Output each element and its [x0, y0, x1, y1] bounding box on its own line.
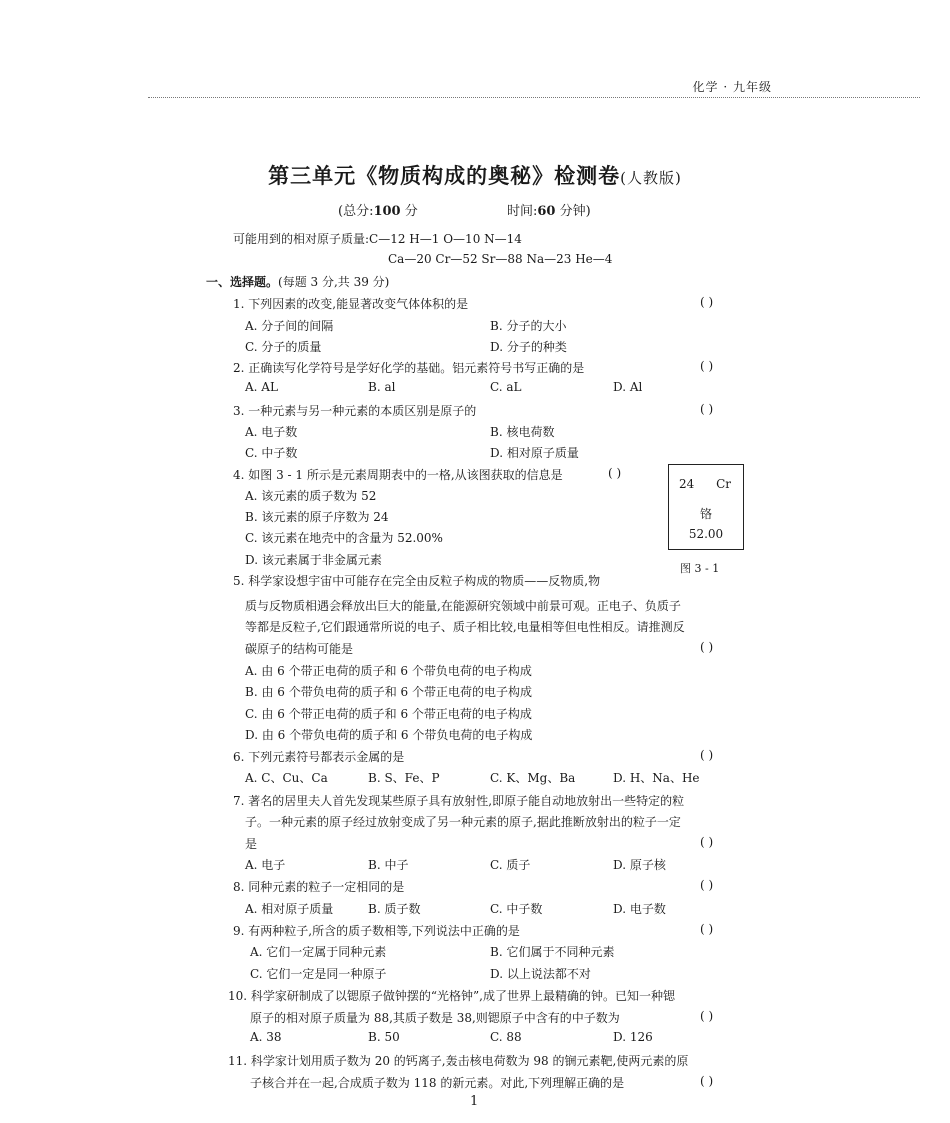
header-divider: [148, 97, 920, 98]
time-prefix: 时间:: [507, 204, 538, 219]
score-value: 100: [373, 204, 401, 219]
q3-option-a[interactable]: A. 电子数: [245, 425, 298, 439]
q2-option-b[interactable]: B. al: [368, 380, 396, 394]
element-name: 铬: [699, 507, 712, 521]
total-score: [338, 200, 418, 219]
q3-stem: 3. 一种元素与另一种元素的本质区别是原子的: [233, 404, 477, 418]
answer-blank[interactable]: ( ): [700, 748, 714, 762]
q7-stem-line-3: 是: [245, 837, 258, 851]
q11-stem-line-2: 子核合并在一起,合成质子数为 118 的新元素。对此,下列理解正确的是: [250, 1076, 625, 1090]
q3-option-b[interactable]: B. 核电荷数: [490, 425, 555, 439]
q9-stem: 9. 有两种粒子,所含的质子数相等,下列说法中正确的是: [233, 924, 520, 938]
q5-option-d[interactable]: D. 由 6 个带负电荷的质子和 6 个带负电荷的电子构成: [245, 728, 533, 742]
answer-blank[interactable]: ( ): [700, 922, 714, 936]
section-heading: [206, 273, 389, 290]
q5-option-c[interactable]: C. 由 6 个带正电荷的质子和 6 个带正电荷的电子构成: [245, 707, 532, 721]
atomic-mass-line-1: 可能用到的相对原子质量:C—12 H—1 O—10 N—14: [233, 232, 522, 246]
time-limit: [507, 200, 591, 219]
q10-stem-line-1: 10. 科学家研制成了以锶原子做钟摆的“光格钟”,成了世界上最精确的钟。已知一种锶: [228, 989, 675, 1003]
title-edition: (人教版): [620, 169, 682, 187]
q10-option-a[interactable]: A. 38: [250, 1030, 282, 1044]
q3-option-c[interactable]: C. 中子数: [245, 446, 298, 460]
q1-stem: 1. 下列因素的改变,能显著改变气体体积的是: [233, 297, 469, 311]
q7-option-b[interactable]: B. 中子: [368, 858, 409, 872]
q5-stem-line-1: 5. 科学家设想宇宙中可能存在完全由反粒子构成的物质——反物质,物: [233, 574, 601, 588]
q5-option-a[interactable]: A. 由 6 个带正电荷的质子和 6 个带负电荷的电子构成: [245, 664, 532, 678]
q3-option-d[interactable]: D. 相对原子质量: [490, 446, 579, 460]
title-main: 第三单元《物质构成的奥秘》检测卷: [268, 163, 621, 188]
q9-option-a[interactable]: A. 它们一定属于同种元素: [250, 945, 387, 959]
section-title: 一、选择题。: [206, 275, 279, 289]
header-subject-grade: 化学 · 九年级: [692, 80, 772, 94]
q8-option-d[interactable]: D. 电子数: [613, 902, 666, 916]
q5-stem-line-4: 碳原子的结构可能是: [245, 642, 354, 656]
q6-stem: 6. 下列元素符号都表示金属的是: [233, 750, 405, 764]
q8-option-b[interactable]: B. 质子数: [368, 902, 421, 916]
q2-option-a[interactable]: A. AL: [245, 380, 278, 394]
q4-option-c[interactable]: C. 该元素在地壳中的含量为 52.00%: [245, 531, 443, 545]
q1-option-c[interactable]: C. 分子的质量: [245, 340, 322, 354]
q7-stem-line-1: 7. 著名的居里夫人首先发现某些原子具有放射性,即原子能自动地放射出一些特定的粒: [233, 794, 685, 808]
figure-caption: 图 3 - 1: [680, 562, 720, 575]
q8-stem: 8. 同种元素的粒子一定相同的是: [233, 880, 405, 894]
q4-stem: 4. 如图 3 - 1 所示是元素周期表中的一格,从该图获取的信息是: [233, 468, 563, 482]
q9-option-c[interactable]: C. 它们一定是同一种原子: [250, 967, 387, 981]
q10-stem-line-2: 原子的相对原子质量为 88,其质子数是 38,则锶原子中含有的中子数为: [250, 1011, 620, 1025]
q8-option-c[interactable]: C. 中子数: [490, 902, 543, 916]
q1-option-b[interactable]: B. 分子的大小: [490, 319, 567, 333]
score-prefix: (总分:: [338, 204, 374, 219]
relative-atomic-mass: 52.00: [688, 527, 724, 541]
q5-option-b[interactable]: B. 由 6 个带负电荷的质子和 6 个带正电荷的电子构成: [245, 685, 532, 699]
q2-stem: 2. 正确读写化学符号是学好化学的基础。铝元素符号书写正确的是: [233, 361, 585, 375]
periodic-table-cell: [668, 464, 744, 550]
score-suffix: 分: [400, 204, 418, 219]
q9-option-d[interactable]: D. 以上说法都不对: [490, 967, 591, 981]
answer-blank[interactable]: ( ): [700, 359, 714, 373]
q7-stem-line-2: 子。一种元素的原子经过放射变成了另一种元素的原子,据此推断放射出的粒子一定: [245, 815, 681, 829]
answer-blank[interactable]: ( ): [700, 295, 714, 309]
q9-option-b[interactable]: B. 它们属于不同种元素: [490, 945, 615, 959]
answer-blank[interactable]: ( ): [700, 402, 714, 416]
time-value: 60: [537, 204, 556, 219]
q7-option-d[interactable]: D. 原子核: [613, 858, 666, 872]
atomic-number: 24: [679, 477, 695, 491]
answer-blank[interactable]: ( ): [700, 1074, 714, 1088]
q5-stem-line-2: 质与反物质相遇会释放出巨大的能量,在能源研究领域中前景可观。正电子、负质子: [245, 599, 681, 613]
q4-option-b[interactable]: B. 该元素的原子序数为 24: [245, 510, 389, 524]
q1-option-a[interactable]: A. 分子间的间隔: [245, 319, 334, 333]
q10-option-b[interactable]: B. 50: [368, 1030, 400, 1044]
answer-blank[interactable]: ( ): [700, 835, 714, 849]
q10-option-d[interactable]: D. 126: [613, 1030, 653, 1044]
q8-option-a[interactable]: A. 相对原子质量: [245, 902, 334, 916]
q5-stem-line-3: 等都是反粒子,它们跟通常所说的电子、质子相比较,电量相等但电性相反。请推测反: [245, 620, 685, 634]
page-number: 1: [470, 1094, 479, 1109]
time-suffix: 分钟): [555, 204, 591, 219]
page-title: [0, 160, 950, 190]
q6-option-a[interactable]: A. C、Cu、Ca: [245, 771, 328, 785]
answer-blank[interactable]: ( ): [608, 466, 622, 480]
q6-option-d[interactable]: D. H、Na、He: [613, 771, 700, 785]
answer-blank[interactable]: ( ): [700, 878, 714, 892]
q10-option-c[interactable]: C. 88: [490, 1030, 522, 1044]
section-note: (每题 3 分,共 39 分): [278, 275, 390, 289]
q4-option-d[interactable]: D. 该元素属于非金属元素: [245, 553, 382, 567]
q2-option-c[interactable]: C. aL: [490, 380, 522, 394]
q4-option-a[interactable]: A. 该元素的质子数为 52: [245, 489, 377, 503]
atomic-mass-line-2: Ca—20 Cr—52 Sr—88 Na—23 He—4: [388, 252, 613, 266]
element-symbol: Cr: [716, 477, 731, 491]
answer-blank[interactable]: ( ): [700, 1009, 714, 1023]
q6-option-b[interactable]: B. S、Fe、P: [368, 771, 440, 785]
answer-blank[interactable]: ( ): [700, 640, 714, 654]
q7-option-a[interactable]: A. 电子: [245, 858, 286, 872]
q6-option-c[interactable]: C. K、Mg、Ba: [490, 771, 576, 785]
q1-option-d[interactable]: D. 分子的种类: [490, 340, 567, 354]
q11-stem-line-1: 11. 科学家计划用质子数为 20 的钙离子,轰击核电荷数为 98 的锎元素靶,使两元素的原: [228, 1054, 689, 1068]
q2-option-d[interactable]: D. Al: [613, 380, 643, 394]
q7-option-c[interactable]: C. 质子: [490, 858, 531, 872]
